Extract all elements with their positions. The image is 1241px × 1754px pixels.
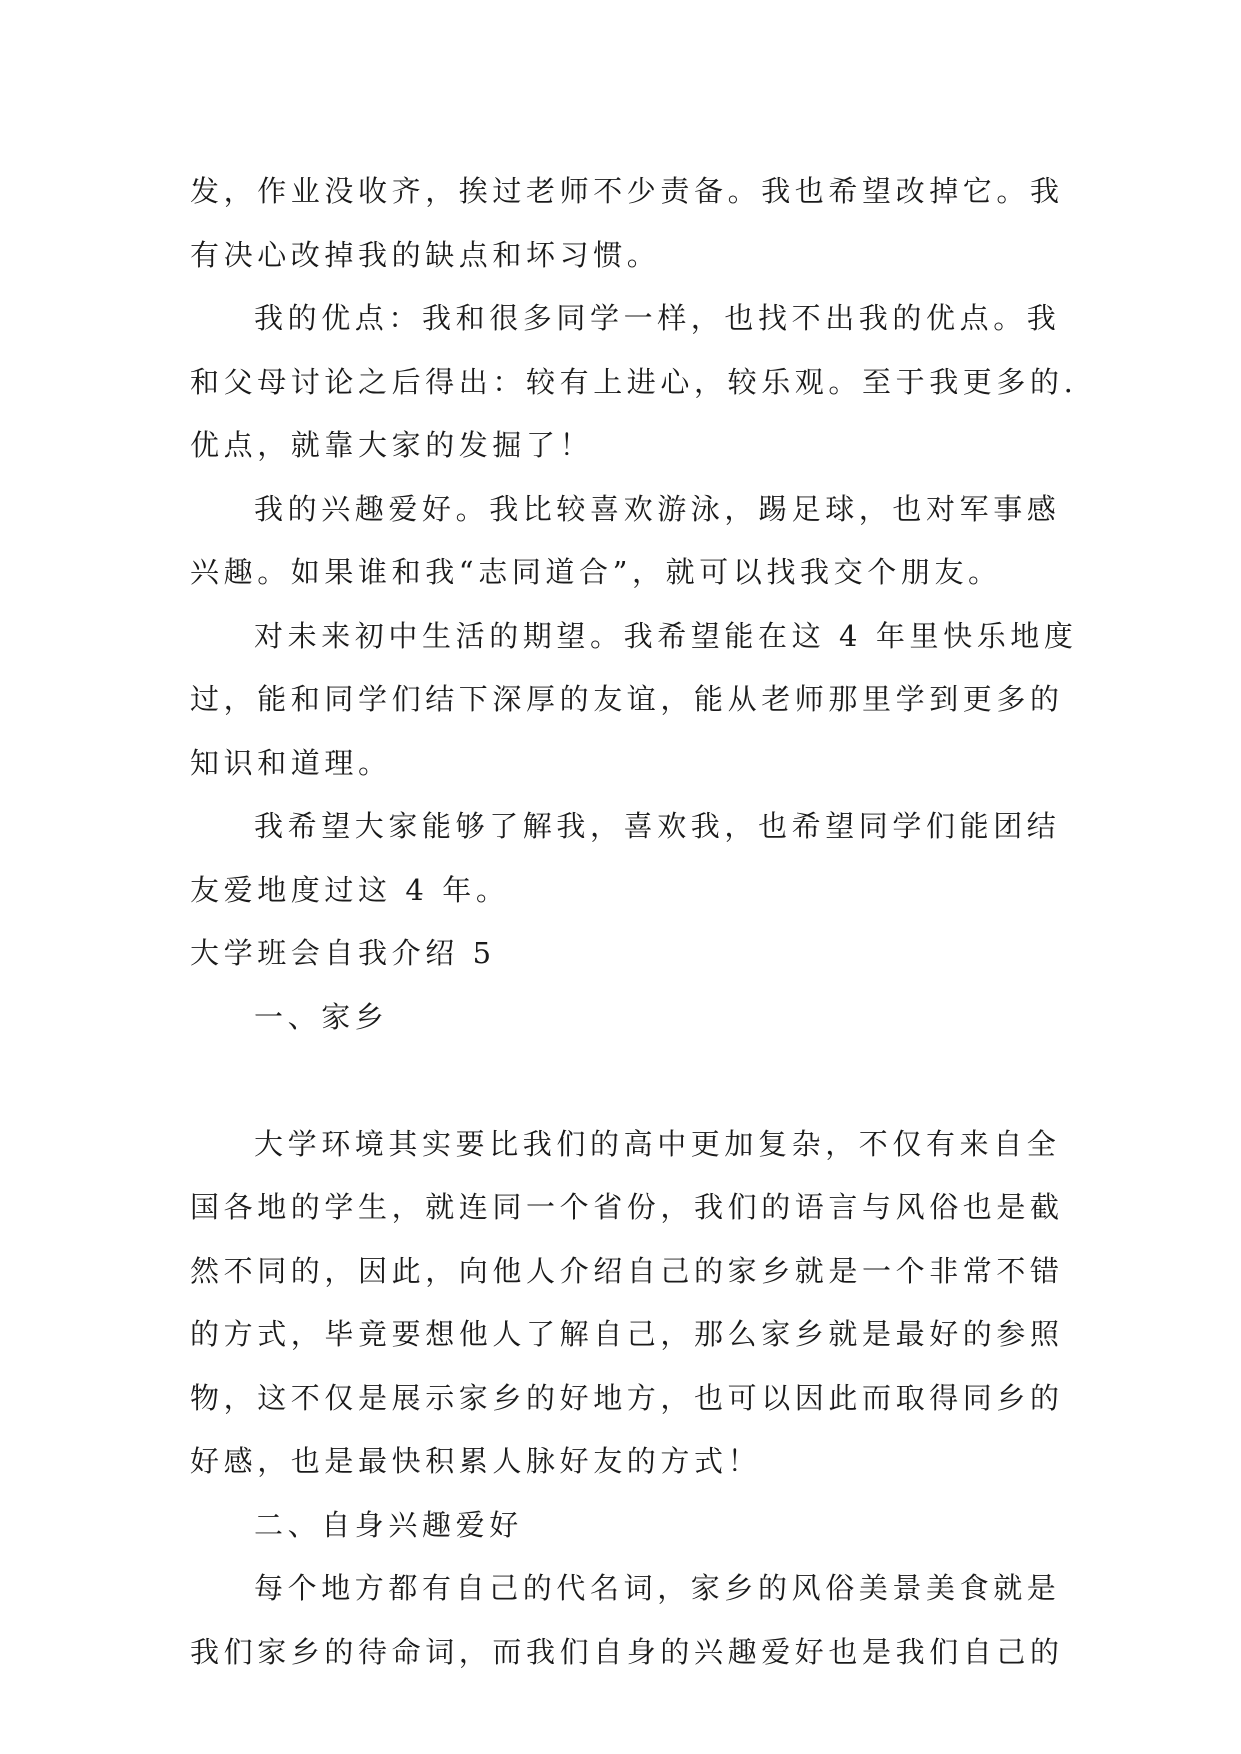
- text-line: 的方式，毕竟要想他人了解自己，那么家乡就是最好的参照: [190, 1317, 1064, 1351]
- paragraph-strengths: 我的优点：我和很多同学一样，也找不出我的优点。我: [254, 301, 1061, 335]
- text-line: 过，能和同学们结下深厚的友谊，能从老师那里学到更多的: [190, 682, 1064, 716]
- text-line: 和父母讨论之后得出：较有上进心，较乐观。至于我更多的.: [190, 364, 1078, 399]
- document-body: [190, 160, 1078, 1684]
- text-line: 发，作业没收齐，挨过老师不少责备。我也希望改掉它。我: [190, 174, 1064, 208]
- text-line: 兴趣。如果谁和我“志同道合”，就可以找我交个朋友。: [190, 555, 1002, 589]
- text-line: 国各地的学生，就连同一个省份，我们的语言与风俗也是截: [190, 1190, 1064, 1224]
- paragraph-interests: 每个地方都有自己的代名词，家乡的风俗美景美食就是: [254, 1571, 1061, 1605]
- section-title: 大学班会自我介绍 5: [190, 936, 496, 970]
- text-line: 然不同的，因此，向他人介绍自己的家乡就是一个非常不错: [190, 1253, 1064, 1288]
- paragraph-hometown: 大学环境其实要比我们的高中更加复杂，不仅有来自全: [254, 1126, 1061, 1161]
- subheading-hometown: 一、家乡: [254, 999, 389, 1034]
- text-line: 友爱地度过这 4 年。: [190, 872, 510, 907]
- paragraph-hobbies: 我的兴趣爱好。我比较喜欢游泳，踢足球，也对军事感: [254, 491, 1061, 526]
- subheading-interests: 二、自身兴趣爱好: [254, 1507, 523, 1542]
- text-line: 有决心改掉我的缺点和坏习惯。: [190, 237, 661, 272]
- text-line: 优点，就靠大家的发掘了！: [190, 428, 594, 462]
- paragraph-closing: 我希望大家能够了解我，喜欢我，也希望同学们能团结: [254, 809, 1061, 843]
- paragraph-expectations: 对未来初中生活的期望。我希望能在这 4 年里快乐地度: [254, 618, 1078, 653]
- blank-line: [190, 1049, 1050, 1113]
- text-line: 好感，也是最快积累人脉好友的方式！: [190, 1444, 762, 1478]
- text-line: 知识和道理。: [190, 745, 392, 780]
- text-line: 物，这不仅是展示家乡的好地方，也可以因此而取得同乡的: [190, 1380, 1064, 1415]
- text-line: 我们家乡的待命词，而我们自身的兴趣爱好也是我们自己的: [190, 1634, 1064, 1669]
